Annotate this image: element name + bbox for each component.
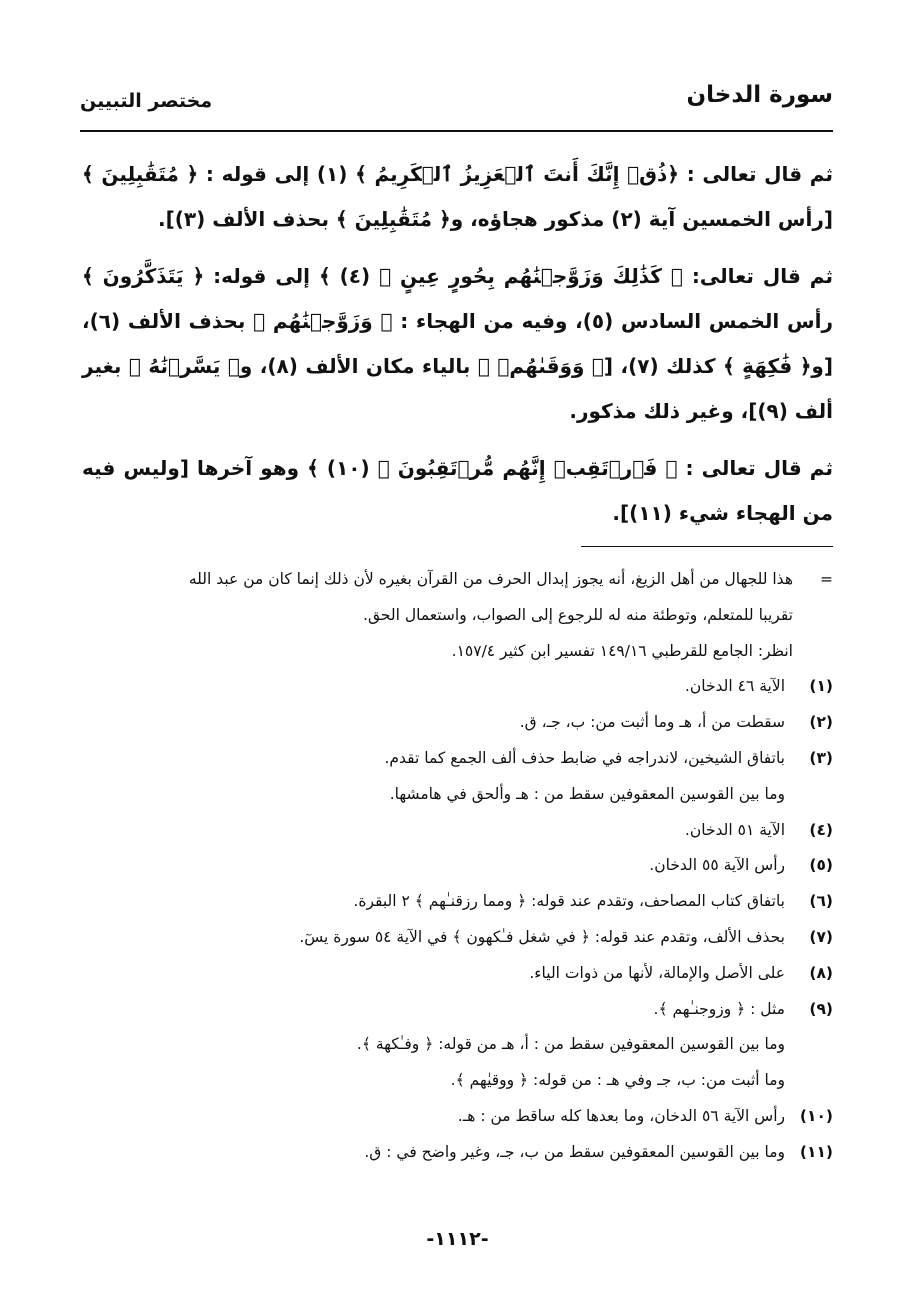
footnote-5: [82, 848, 833, 884]
main-text: [82, 152, 833, 548]
footnote-number: (٢): [809, 713, 833, 732]
footnote-text: بحذف الألف، وتقدم عند قوله: ﴿ في شغل فـٰكهون ﴾ في الآية ٥٤ سورة يسٓ.: [299, 927, 785, 946]
paragraph-2: ثم قال تعالى: ﴿ كَذَٰلِكَ وَزَوَّجۡنَٰهُم بِحُورٍ عِينٍ ﴾ (٤) ﴾ إلى قوله: ﴿ يَتَذَكَّرُونَ ﴾ رأس الخمس السادس (٥)، وفيه من الهجاء : ﴿ وَزَوَّجۡنَٰهُم ﴾ بحذف الألف (٦)، [و﴿ فَٰكِهَةٍ ﴾ كذلك (٧)، [﴿ وَوَقَىٰهُمۡ ﴾ بالياء مكان الألف (٨)، و﴿ يَسَّرۡنَٰهُ ﴾ بغير ألف (٩)]، وغير ذلك مذكور.: [82, 264, 834, 423]
footnote-number: (٩): [809, 999, 833, 1018]
footnote-6: [82, 884, 833, 920]
footnote-9-continuation: وما أثبت من: ب، جـ وفي هـ : من قوله: ﴿ ووقيٰهم ﴾.: [450, 1071, 785, 1090]
page-number: -١١١٢-: [426, 1228, 489, 1250]
footnote-number: (٤): [809, 820, 833, 839]
footnote-continuation: [82, 562, 833, 669]
footnote-number: (٧): [809, 927, 833, 946]
footnote-10: [82, 1099, 833, 1135]
footnote-number: (٨): [809, 963, 833, 982]
footnote-3: [82, 741, 833, 777]
paragraph-1: ثم قال تعالى : ﴿ذُقۡ إِنَّكَ أَنتَ ٱلۡعَزِيزُ ٱلۡكَرِيمُ ﴾ (١) إلى قوله : ﴿ مُتَقَٰبِلِينَ ﴾ [رأس الخمسين آية (٢) مذكور هجاؤه، و﴿ مُتَقَٰبِلِينَ ﴾ بحذف الألف (٣)].: [82, 162, 833, 231]
footnote-1: [82, 669, 833, 705]
header-divider: [80, 130, 833, 132]
surah-title: سورة الدخان: [686, 82, 833, 108]
continuation-line: تقريبا للمتعلم، وتوطئة منه له للرجوع إلى الصواب، واستعمال الحق.: [363, 605, 793, 624]
footnote-text: رأس الآية ٥٥ الدخان.: [649, 856, 785, 875]
continuation-line: هذا للجهال من أهل الزيغ، أنه يجوز إبدال الحرف من القرآن بغيره لأن ذلك إنما كان من عبد الله: [188, 570, 793, 588]
paragraph-3: ثم قال تعالى : ﴿ فَٱرۡتَقِبۡ إِنَّهُم مُّرۡتَقِبُونَ ﴾ (١٠) ﴾ وهو آخرها [وليس فيه من الهجاء شيء (١١)].: [82, 456, 833, 525]
footnote-number: (١١): [799, 1142, 833, 1161]
footnote-text: على الأصل والإمالة، لأنها من ذوات الياء.: [529, 963, 785, 982]
footnote-text: رأس الآية ٥٦ الدخان، وما بعدها كله ساقط من : هـ.: [457, 1106, 785, 1125]
footnote-divider: [581, 546, 833, 547]
footnote-4: [82, 813, 833, 849]
footnote-number: (٦): [809, 892, 833, 911]
footnote-9: [82, 992, 833, 1028]
footnote-text: مثل : ﴿ وزوجنـٰهم ﴾.: [653, 999, 785, 1018]
footnote-9-continuation: وما بين القوسين المعقوفين سقط من : أ، هـ من قوله: ﴿ وفـٰكهة ﴾.: [356, 1035, 785, 1054]
continuation-line: انظر: الجامع للقرطبي ١٤٩/١٦ تفسير ابن كثير ١٥٧/٤.: [451, 641, 793, 660]
footnote-text: باتفاق الشيخين، لاندراجه في ضابط حذف ألف الجمع كما تقدم.: [384, 748, 785, 767]
footnote-text: وما بين القوسين المعقوفين سقط من ب، جـ، وغير واضح في : ق.: [364, 1142, 785, 1161]
continuation-mark: =: [820, 570, 833, 588]
footnote-number: (١): [809, 677, 833, 696]
footnote-number: (١٠): [799, 1106, 833, 1125]
footnote-11: [82, 1135, 833, 1171]
footnote-3-continuation: وما بين القوسين المعقوفين سقط من : هـ وألحق في هامشها.: [389, 784, 785, 803]
footnote-text: باتفاق كتاب المصاحف، وتقدم عند قوله: ﴿ ومما رزقنـٰهم ﴾ ٢ البقرة.: [353, 892, 785, 911]
footnotes: [82, 562, 833, 1171]
book-title: مختصر التبيين: [80, 90, 213, 112]
footnote-2: [82, 705, 833, 741]
running-header: [80, 82, 833, 126]
footnote-7: [82, 920, 833, 956]
footnote-number: (٣): [809, 748, 833, 767]
footnote-number: (٥): [809, 856, 833, 875]
footnote-text: الآية ٤٦ الدخان.: [684, 677, 785, 696]
footnote-text: الآية ٥١ الدخان.: [684, 820, 785, 839]
footnote-8: [82, 956, 833, 992]
footnote-text: سقطت من أ، هـ وما أثبت من: ب، جـ، ق.: [519, 713, 785, 732]
